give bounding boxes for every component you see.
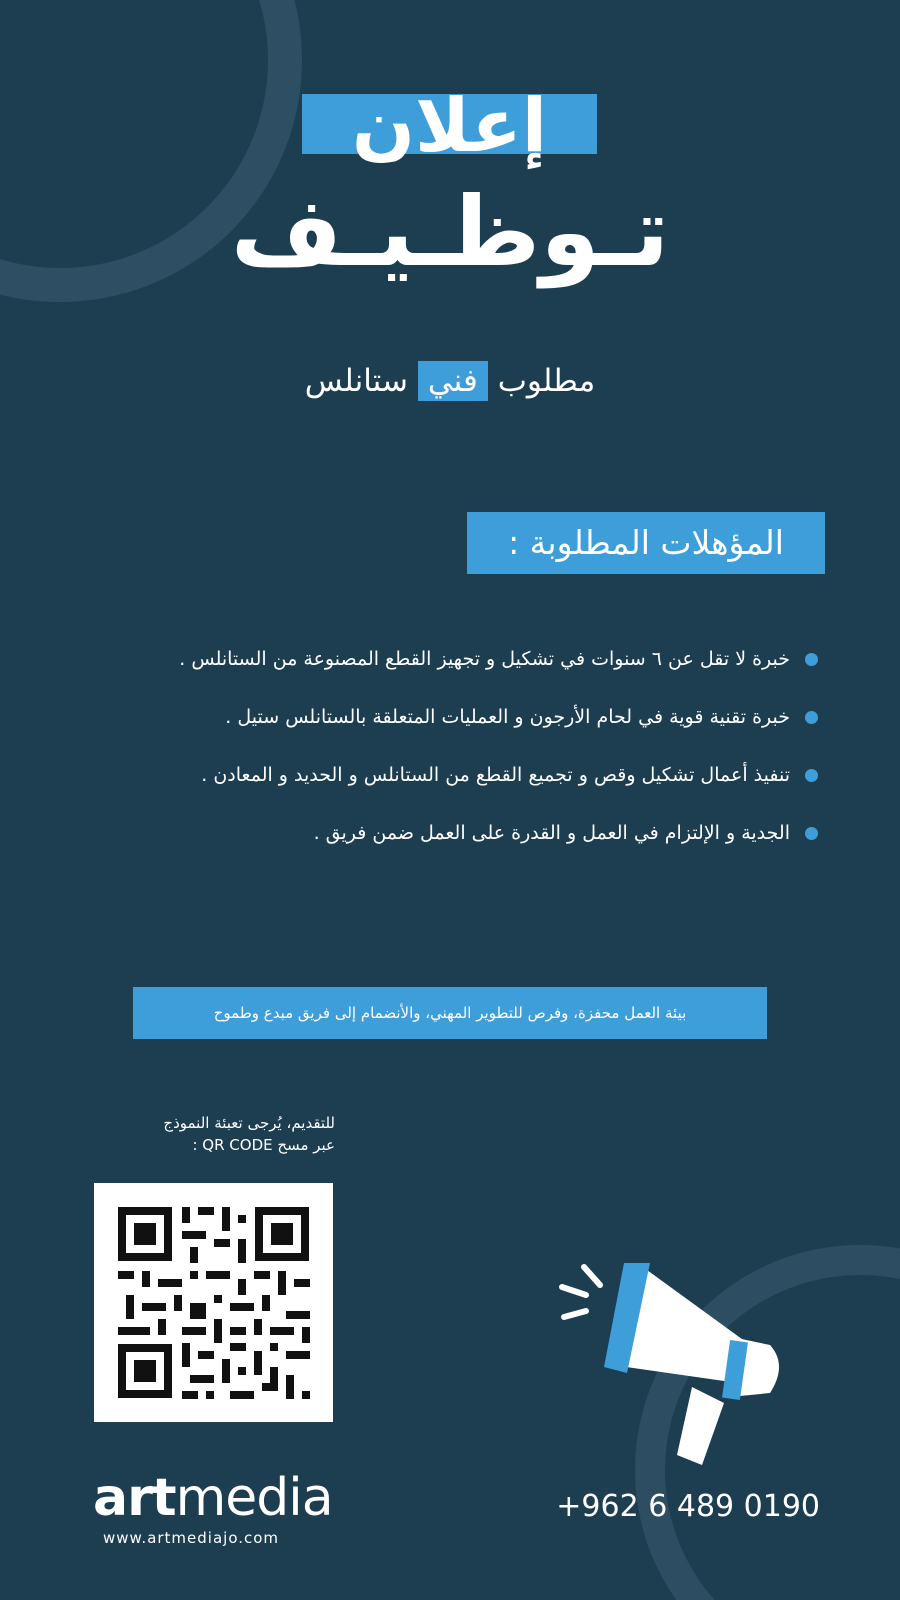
- list-item: [58, 746, 818, 804]
- qualifications-list: [58, 630, 818, 862]
- benefits-text: بيئة العمل محفزة، وفرص للتطوير المهني، والأنضمام إلى فريق مبدع وطموح: [213, 1004, 687, 1022]
- brand-logo-bold: art: [93, 1468, 176, 1528]
- list-item-text: خبرة تقنية قوية في لحام الأرجون و العمليات المتعلقة بالستانلس ستيل .: [225, 706, 790, 728]
- list-item-text: تنفيذ أعمال تشكيل وقص و تجميع القطع من الستانلس و الحديد و المعادن .: [201, 764, 790, 786]
- phone-number[interactable]: +962 6 489 0190: [556, 1489, 820, 1524]
- website-link[interactable]: www.artmediajo.com: [103, 1529, 280, 1547]
- list-item-text: الجدية و الإلتزام في العمل و القدرة على العمل ضمن فريق .: [313, 822, 790, 844]
- list-item: [58, 688, 818, 746]
- job-suffix: ستانلس: [304, 363, 408, 399]
- job-prefix: مطلوب: [497, 363, 596, 399]
- title-line-2: تـوظـيـف: [230, 176, 670, 288]
- bullet-dot: [805, 711, 818, 724]
- list-item-text: خبرة لا تقل عن ٦ سنوات في تشكيل و تجهيز القطع المصنوعة من الستانلس .: [179, 648, 790, 670]
- job-highlight: فني: [418, 361, 488, 401]
- qualifications-title: المؤهلات المطلوبة :: [508, 523, 784, 562]
- list-item: [58, 804, 818, 862]
- job-position: [200, 356, 700, 406]
- brand-logo-light: media: [175, 1468, 333, 1528]
- qr-code-pattern: [94, 1183, 333, 1422]
- bullet-dot: [805, 769, 818, 782]
- megaphone-icon: [552, 1255, 802, 1465]
- list-item: [58, 630, 818, 688]
- apply-instructions-qr: عبر مسح QR CODE :: [192, 1136, 335, 1154]
- apply-instructions: للتقديم، يُرجى تعبئة النموذج: [163, 1114, 335, 1132]
- title-line-1: إعلان: [351, 83, 548, 169]
- bullet-dot: [805, 653, 818, 666]
- brand-block: [93, 1470, 343, 1550]
- brand-logo: [93, 1470, 343, 1526]
- qr-code[interactable]: [94, 1183, 333, 1422]
- bullet-dot: [805, 827, 818, 840]
